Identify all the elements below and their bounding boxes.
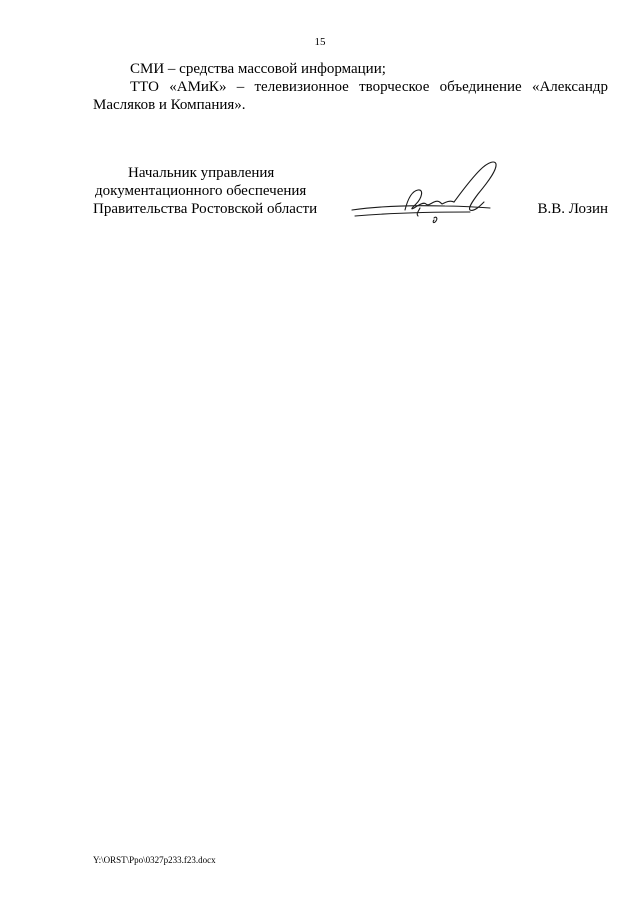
paragraph-tto (93, 78, 608, 114)
page-number: 15 (314, 36, 326, 48)
handwritten-signature (350, 158, 510, 228)
paragraph-smi-text: СМИ – средства массовой информации; (130, 61, 386, 77)
paragraph-tto-line-2: Масляков и Компания». (93, 97, 246, 113)
signatory-title-line-2: документационного обеспечения (95, 183, 307, 199)
signatory-name: В.В. Лозин (537, 201, 608, 217)
signatory-title-line-3: Правительства Ростовской области (93, 201, 318, 217)
paragraph-tto-line-1-text: ТТО «АМиК» – телевизионное творческое объединение «Александр (130, 79, 608, 95)
paragraph-smi (93, 60, 608, 78)
signatory-title-line-1: Начальник управления (128, 165, 275, 181)
file-path: Y:\ORST\Ppo\0327p233.f23.docx (93, 855, 216, 865)
paragraph-tto-line-1 (93, 78, 608, 96)
signatory-title (93, 164, 317, 218)
